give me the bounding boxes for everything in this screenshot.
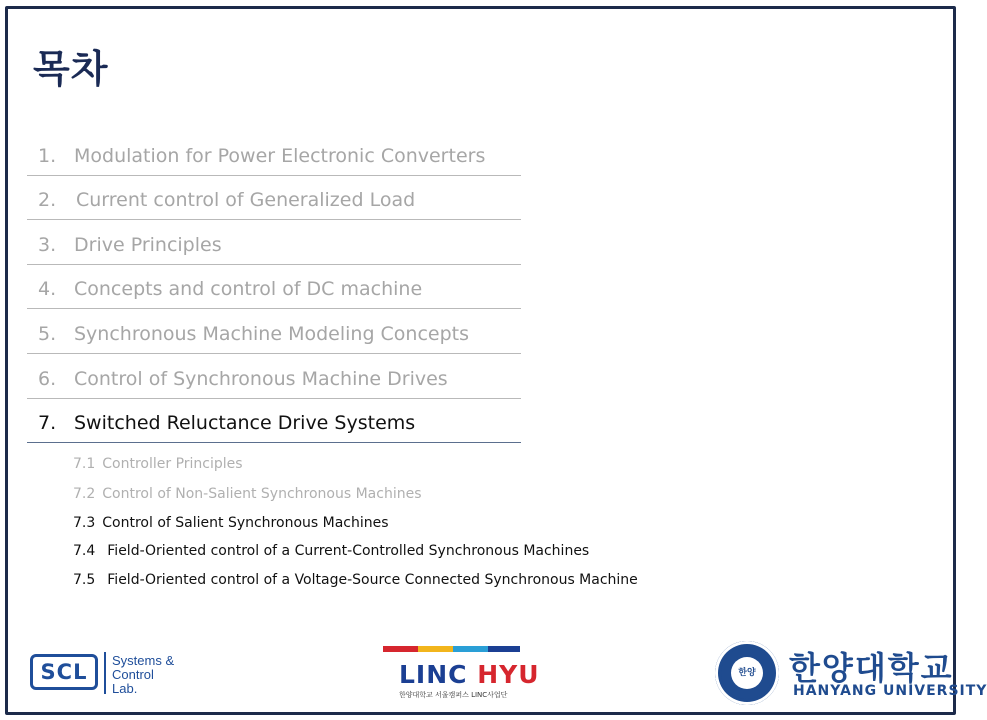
subtoc-item-7-3[interactable]	[73, 515, 389, 531]
subtoc-label: Field-Oriented control of a Voltage-Source Connected Synchronous Machine	[107, 572, 638, 588]
subtoc-label: Controller Principles	[102, 456, 243, 472]
toc-item-6[interactable]	[27, 364, 521, 399]
toc-item-7-active[interactable]	[27, 408, 521, 443]
toc-label: Synchronous Machine Modeling Concepts	[74, 323, 470, 345]
linc-wordmark-part1: LINC	[399, 660, 468, 689]
toc-number: 3.	[38, 234, 57, 256]
hanyang-seal-center: 한양	[731, 657, 763, 689]
linc-bar-cyan	[453, 646, 488, 652]
linc-hyu-subtitle: 한양대학교 서울캠퍼스 LINC사업단	[399, 691, 508, 699]
toc-number: 1.	[38, 145, 57, 167]
scl-logo-divider	[104, 652, 106, 694]
toc-item-3[interactable]	[27, 230, 521, 265]
toc-label: Concepts and control of DC machine	[74, 278, 423, 300]
linc-bar-yellow	[418, 646, 453, 652]
toc-item-4[interactable]	[27, 274, 521, 309]
toc-item-2[interactable]	[27, 185, 521, 220]
scl-logo-line2: Control	[112, 667, 154, 682]
toc-item-1[interactable]	[27, 141, 521, 176]
toc-number: 6.	[38, 368, 57, 390]
subtoc-item-7-2[interactable]	[73, 486, 421, 502]
linc-hyu-wordmark	[399, 660, 540, 689]
scl-logo-line3: Lab.	[112, 681, 138, 696]
scl-logo	[30, 650, 180, 698]
toc-label: Control of Synchronous Machine Drives	[74, 368, 448, 390]
toc-number: 4.	[38, 278, 57, 300]
subtoc-number: 7.4	[73, 543, 96, 559]
linc-bar-blue	[488, 646, 520, 652]
page-title: 목차	[33, 47, 109, 91]
toc-number: 7.	[38, 412, 57, 434]
slide-frame	[5, 6, 956, 715]
linc-bar-red	[383, 646, 418, 652]
hanyang-seal-icon	[715, 641, 779, 705]
subtoc-number: 7.2	[73, 486, 96, 502]
subtoc-item-7-5[interactable]	[73, 572, 638, 588]
toc-label: Drive Principles	[74, 234, 222, 256]
toc-label: Current control of Generalized Load	[76, 189, 416, 211]
toc-label: Modulation for Power Electronic Converters	[74, 145, 486, 167]
subtoc-item-7-4[interactable]	[73, 543, 589, 559]
scl-logo-line1: Systems &	[112, 653, 175, 668]
subtoc-number: 7.1	[73, 456, 96, 472]
subtoc-item-7-1[interactable]	[73, 456, 243, 472]
scl-logo-mark: SCL	[30, 654, 98, 690]
hanyang-name-english: HANYANG UNIVERSITY	[793, 683, 987, 699]
subtoc-number: 7.5	[73, 572, 96, 588]
linc-wordmark-part2: HYU	[477, 660, 540, 689]
toc-item-5[interactable]	[27, 319, 521, 354]
hanyang-name-korean: 한양대학교	[789, 649, 954, 687]
toc-label: Switched Reluctance Drive Systems	[74, 412, 416, 434]
subtoc-label: Control of Non-Salient Synchronous Machines	[102, 486, 422, 502]
toc-number: 2.	[38, 189, 57, 211]
subtoc-label: Control of Salient Synchronous Machines	[102, 515, 389, 531]
linc-hyu-logo	[383, 646, 540, 706]
subtoc-label: Field-Oriented control of a Current-Controlled Synchronous Machines	[107, 543, 590, 559]
toc-number: 5.	[38, 323, 57, 345]
subtoc-number: 7.3	[73, 515, 96, 531]
